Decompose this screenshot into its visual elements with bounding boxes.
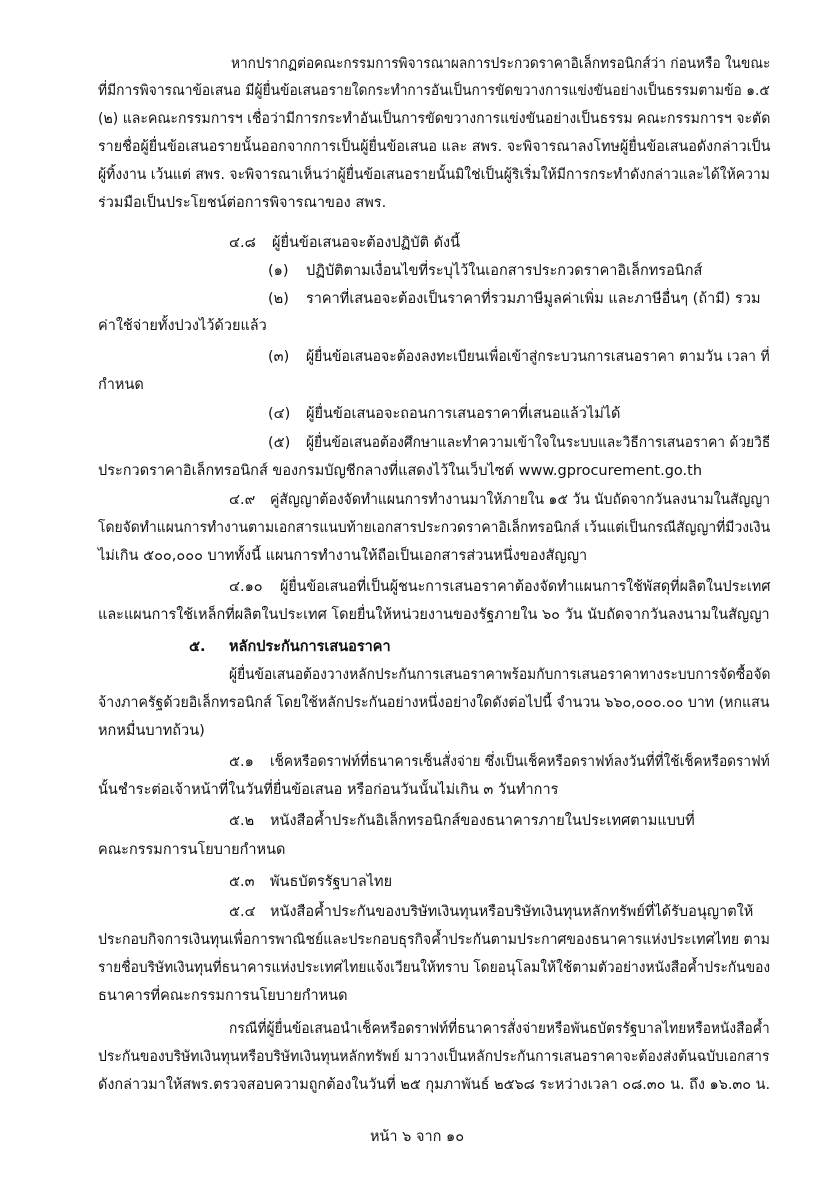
clause-number: ๕.๓ xyxy=(229,874,255,890)
item-number: (๑) xyxy=(268,263,289,279)
clause-4-10 xyxy=(0,576,834,598)
paragraph-text: ผู้ยื่นข้อเสนอต้องวางหลักประกันการเสนอราคาพร้อมกับการเสนอราคาทางระบบการจัดซื้อจัด xyxy=(229,667,771,683)
clause-text: หนังสือค้ำประกันของบริษัทเงินทุนหรือบริษัทเงินทุนหลักทรัพย์ที่ได้รับอนุญาตให้ xyxy=(270,904,754,920)
item-text: ผู้ยื่นข้อเสนอจะถอนการเสนอราคาที่เสนอแล้วไม่ได้ xyxy=(306,406,621,422)
page-number-footer: หน้า ๖ จาก ๑๐ xyxy=(369,1129,465,1145)
clause-4-9 xyxy=(0,489,834,511)
section-5-heading xyxy=(0,636,834,658)
paragraph-line xyxy=(0,108,834,130)
clause-5-1 xyxy=(0,751,834,773)
paragraph-text: ดังกล่าวมาให้สพร.ตรวจสอบความถูกต้องในวันที่ ๒๕ กุมภาพันธ์ ๒๕๖๘ ระหว่างเวลา ๐๘.๓๐ น. ถึง ๑๖.๓๐ น. xyxy=(98,1077,771,1093)
item-number: (๓) xyxy=(268,349,290,365)
sub-item-4 xyxy=(0,403,834,425)
paragraph-text: จ้างภาครัฐด้วยอิเล็กทรอนิกส์ โดยใช้หลักประกันอย่างหนึ่งอย่างใดดังต่อไปนี้ จำนวน ๖๖๐,๐๐๐.๐๐ บาท (หกแสน xyxy=(98,695,770,711)
clause-number: ๔.๑๐ xyxy=(229,579,263,595)
clause-text: และแผนการใช้เหล็กที่ผลิตในประเทศ โดยยื่นให้หน่วยงานของรัฐภายใน ๖๐ วัน นับถัดจากวันลงนามในสัญญา xyxy=(98,607,770,623)
item-number: (๕) xyxy=(268,435,291,451)
clause-text: ผู้ยื่นข้อเสนอที่เป็นผู้ชนะการเสนอราคาต้องจัดทำแผนการใช้พัสดุที่ผลิตในประเทศ xyxy=(280,579,771,595)
clause-5-3 xyxy=(0,871,834,893)
clause-number: ๔.๙ xyxy=(229,492,256,508)
item-text: ปฏิบัติตามเงื่อนไขที่ระบุไว้ในเอกสารประกวดราคาอิเล็กทรอนิกส์ xyxy=(306,263,703,279)
clause-text: หนังสือค้ำประกันอิเล็กทรอนิกส์ของธนาคารภายในประเทศตามแบบที่ xyxy=(270,813,695,829)
item-text: ประกวดราคาอิเล็กทรอนิกส์ ของกรมบัญชีกลางที่แสดงไว้ในเว็บไซต์ www.gprocurement.go.th xyxy=(98,463,703,479)
paragraph-line xyxy=(0,80,834,102)
text: ผู้ทิ้งงาน เว้นแต่ สพร. จะพิจารณาเห็นว่าผู้ยื่นข้อเสนอรายนั้นมิใช่เป็นผู้ริเริ่มให้มีการกระทำดังกล่าวและได้ให้ความ xyxy=(98,167,770,183)
sub-item-3 xyxy=(0,346,834,368)
paragraph-line xyxy=(0,164,834,186)
item-text: ผู้ยื่นข้อเสนอจะต้องลงทะเบียนเพื่อเข้าสู่กระบวนการเสนอราคา ตามวัน เวลา ที่ xyxy=(306,349,770,365)
paragraph-text: กรณีที่ผู้ยื่นข้อเสนอนำเช็คหรือดราฟท์ที่ธนาคารสั่งจ่ายหรือพันธบัตรรัฐบาลไทยหรือหนังสือค้ำ xyxy=(229,1021,770,1037)
clause-text: ธนาคารที่คณะกรรมการนโยบายกำหนด xyxy=(98,988,348,1004)
sub-item-5-cont xyxy=(0,460,834,482)
section-5-para xyxy=(0,664,834,686)
clause-number: ๕.๑ xyxy=(229,754,254,770)
clause-text: ประกอบกิจการเงินทุนเพื่อการพาณิชย์และประกอบธุรกิจค้ำประกันตามประกาศของธนาคารแห่งประเทศไทย ตาม xyxy=(98,932,770,948)
text: หากปรากฏต่อคณะกรรมการพิจารณาผลการประกวดราคาอิเล็กทรอนิกส์ว่า ก่อนหรือ ในขณะ xyxy=(231,56,771,72)
clause-text: นั้นชำระต่อเจ้าหน้าที่ในวันที่ยื่นข้อเสนอ หรือก่อนวันนั้นไม่เกิน ๓ วันทำการ xyxy=(98,782,559,798)
paragraph-line xyxy=(0,192,834,214)
clause-4-10-cont xyxy=(0,604,834,626)
clause-number: ๔.๘ xyxy=(229,235,256,251)
item-number: (๒) xyxy=(268,291,289,307)
clause-text: คณะกรรมการนโยบายกำหนด xyxy=(98,842,286,858)
clause-5-4-cont xyxy=(0,985,834,1007)
clause-text: คู่สัญญาต้องจัดทำแผนการทำงานมาให้ภายใน ๑๕ วัน นับถัดจากวันลงนามในสัญญา xyxy=(270,492,771,508)
paragraph-line xyxy=(0,1074,834,1096)
sub-item-2-cont xyxy=(0,315,834,337)
section-5-para xyxy=(0,720,834,742)
text: ที่มีการพิจารณาข้อเสนอ มีผู้ยื่นข้อเสนอรายใดกระทำการอันเป็นการขัดขวางการแข่งขันอย่างเป็นธรรมตามข้อ ๑.๕ xyxy=(98,83,770,99)
clause-5-4 xyxy=(0,901,834,923)
item-text: ค่าใช้จ่ายทั้งปวงไว้ด้วยแล้ว xyxy=(98,318,267,334)
clause-number: ๕.๔ xyxy=(229,904,256,920)
item-number: (๔) xyxy=(268,406,291,422)
clause-4-9-cont xyxy=(0,545,834,567)
sub-item-5 xyxy=(0,432,834,454)
clause-text: ไม่เกิน ๕๐๐,๐๐๐ บาททั้งนี้ แผนการทำงานให้ถือเป็นเอกสารส่วนหนึ่งของสัญญา xyxy=(98,548,588,564)
clause-text: รายชื่อบริษัทเงินทุนที่ธนาคารแห่งประเทศไทยแจ้งเวียนให้ทราบ โดยอนุโลมให้ใช้ตามตัวอย่างหนังสือค้ำประกันของ xyxy=(98,960,771,976)
section-5-para xyxy=(0,692,834,714)
paragraph-line xyxy=(0,53,834,75)
clause-4-9-cont xyxy=(0,517,834,539)
clause-5-2 xyxy=(0,810,834,832)
clause-text: พันธบัตรรัฐบาลไทย xyxy=(270,874,393,890)
clause-5-4-cont xyxy=(0,929,834,951)
clause-number: ๕.๒ xyxy=(229,813,255,829)
item-text: ราคาที่เสนอจะต้องเป็นราคาที่รวมภาษีมูลค่าเพิ่ม และภาษีอื่นๆ (ถ้ามี) รวม xyxy=(306,291,761,307)
text: ร่วมมือเป็นประโยชน์ต่อการพิจารณาของ สพร. xyxy=(98,195,387,211)
clause-text: เช็คหรือดราฟท์ที่ธนาคารเซ็นสั่งจ่าย ซึ่งเป็นเช็คหรือดราฟท์ลงวันที่ที่ใช้เช็คหรือดราฟท์ xyxy=(270,754,770,770)
text: (๒) และคณะกรรมการฯ เชื่อว่ามีการกระทำอันเป็นการขัดขวางการแข่งขันอย่างเป็นธรรม คณะกรรมการฯ จะตัด xyxy=(98,111,771,127)
clause-text: โดยจัดทำแผนการทำงานตามเอกสารแนบท้ายเอกสารประกวดราคาอิเล็กทรอนิกส์ เว้นแต่เป็นกรณีสัญญาที่มีวงเงิน xyxy=(98,520,771,536)
paragraph-line xyxy=(0,1018,834,1040)
sub-item-2 xyxy=(0,288,834,310)
clause-4-8 xyxy=(0,232,834,254)
section-title: หลักประกันการเสนอราคา xyxy=(229,639,391,655)
clause-5-1-cont xyxy=(0,779,834,801)
paragraph-line xyxy=(0,136,834,158)
sub-item-3-cont xyxy=(0,374,834,396)
paragraph-line xyxy=(0,1046,834,1068)
sub-item-1 xyxy=(0,260,834,282)
item-text: กำหนด xyxy=(98,377,144,393)
clause-text: ผู้ยื่นข้อเสนอจะต้องปฏิบัติ ดังนี้ xyxy=(272,235,461,251)
item-text: ผู้ยื่นข้อเสนอต้องศึกษาและทำความเข้าใจในระบบและวิธีการเสนอราคา ด้วยวิธี xyxy=(306,435,771,451)
paragraph-text: หกหมื่นบาทถ้วน) xyxy=(98,723,205,739)
clause-5-4-cont xyxy=(0,957,834,979)
paragraph-text: ประกันของบริษัทเงินทุนหรือบริษัทเงินทุนหลักทรัพย์ มาวางเป็นหลักประกันการเสนอราคาจะต้องส่งต้นฉบับเอกสาร xyxy=(98,1049,770,1065)
clause-5-2-cont xyxy=(0,839,834,861)
text: รายชื่อผู้ยื่นข้อเสนอรายนั้นออกจากการเป็นผู้ยื่นข้อเสนอ และ สพร. จะพิจารณาลงโทษผู้ยื่นข้อเสนอดังกล่าวเป็น xyxy=(98,139,771,155)
section-number: ๕. xyxy=(189,639,206,655)
